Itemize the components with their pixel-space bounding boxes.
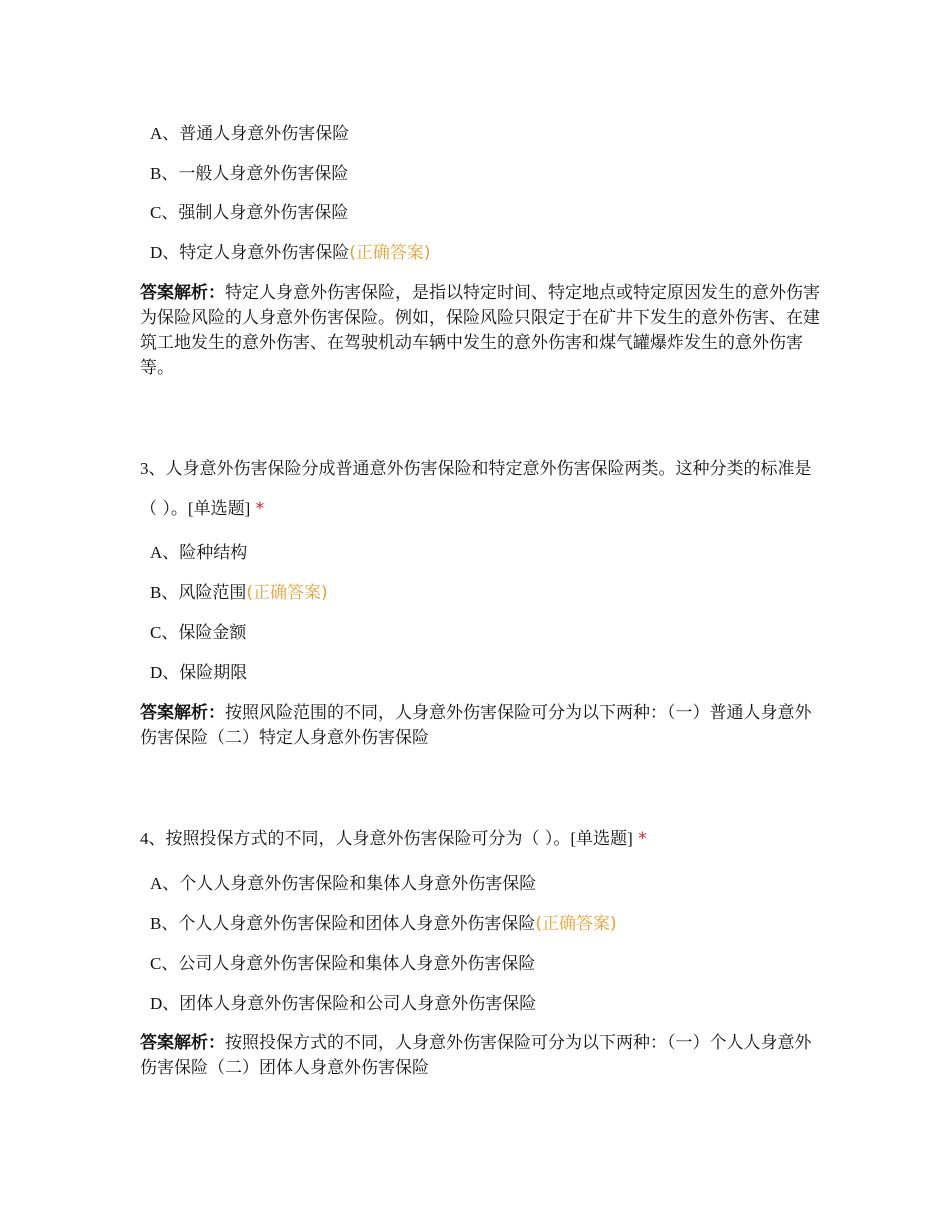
required-marker: * <box>638 829 647 849</box>
correct-answer-mark: (正确答案) <box>246 583 328 603</box>
analysis-text: 按照风险范围的不同，人身意外伤害保险可分为以下两种：（一）普通人身意外伤害保险（二）特定人身意外伤害保险 <box>140 703 812 748</box>
option-letter: C、 <box>150 203 179 222</box>
option-text: 公司人身意外伤害保险和集体人身意外伤害保险 <box>178 954 536 974</box>
question-number: 4、 <box>140 829 166 848</box>
option-letter: A、 <box>150 543 180 562</box>
analysis-text: 特定人身意外伤害保险，是指以特定时间、特定地点或特定原因发生的意外伤害为保险风险的人身意外伤害保险。例如，保险风险只限定于在矿井下发生的意外伤害、在建筑工地发生的意外伤害、在驾驶机动车辆中发生的意外伤害和煤气罐爆炸发生的意外伤害等。 <box>140 283 820 378</box>
analysis-label: 答案解析： <box>140 703 225 723</box>
option-letter: C、 <box>150 954 179 973</box>
question-type: [单选题] <box>570 829 633 848</box>
option-letter: D、 <box>150 243 180 262</box>
option-text: 普通人身意外伤害保险 <box>179 124 350 144</box>
q2-option-b <box>150 162 348 186</box>
q3-option-c <box>150 621 246 645</box>
option-text: 团体人身意外伤害保险和公司人身意外伤害保险 <box>179 994 537 1014</box>
option-text: 保险期限 <box>179 663 248 683</box>
option-text: 一般人身意外伤害保险 <box>178 164 349 184</box>
q3-option-a <box>150 541 247 565</box>
q4-analysis <box>140 1031 820 1081</box>
option-text: 强制人身意外伤害保险 <box>178 203 349 223</box>
q3-question <box>140 449 820 529</box>
option-letter: B、 <box>150 583 179 602</box>
option-letter: B、 <box>150 914 179 933</box>
option-text: 个人人身意外伤害保险和团体人身意外伤害保险 <box>178 914 536 934</box>
q3-option-b <box>150 581 328 605</box>
q4-option-c <box>150 952 535 976</box>
q4-question <box>140 819 820 859</box>
q2-option-a <box>150 122 349 146</box>
option-text: 特定人身意外伤害保险 <box>179 243 350 263</box>
q2-option-d <box>150 241 431 265</box>
option-letter: D、 <box>150 994 180 1013</box>
option-letter: D、 <box>150 663 180 682</box>
option-text: 险种结构 <box>179 543 248 563</box>
option-letter: A、 <box>150 874 180 893</box>
question-text: 按照投保方式的不同，人身意外伤害保险可分为（ ）。 <box>165 829 571 849</box>
option-letter: A、 <box>150 124 180 143</box>
q3-analysis <box>140 701 820 751</box>
option-letter: C、 <box>150 623 179 642</box>
q4-option-d <box>150 992 536 1016</box>
question-type: [单选题] <box>187 499 251 518</box>
q4-option-a <box>150 872 536 896</box>
q4-option-b <box>150 912 617 936</box>
option-text: 个人人身意外伤害保险和集体人身意外伤害保险 <box>179 874 537 894</box>
q2-option-c <box>150 201 348 225</box>
q2-analysis <box>140 281 820 381</box>
question-text: 人身意外伤害保险分成普通意外伤害保险和特定意外伤害保险两类。这种分类的标准是（ ）。 <box>140 459 812 519</box>
question-number: 3、 <box>140 459 166 478</box>
q3-option-d <box>150 661 247 685</box>
analysis-label: 答案解析： <box>140 1033 225 1053</box>
option-letter: B、 <box>150 164 179 183</box>
option-text: 保险金额 <box>178 623 247 643</box>
option-text: 风险范围 <box>178 583 247 603</box>
correct-answer-mark: (正确答案) <box>535 914 617 934</box>
correct-answer-mark: (正确答案) <box>349 243 431 263</box>
analysis-text: 按照投保方式的不同，人身意外伤害保险可分为以下两种：（一）个人人身意外伤害保险（二）团体人身意外伤害保险 <box>140 1033 812 1078</box>
analysis-label: 答案解析： <box>140 283 225 303</box>
required-marker: * <box>255 499 265 519</box>
